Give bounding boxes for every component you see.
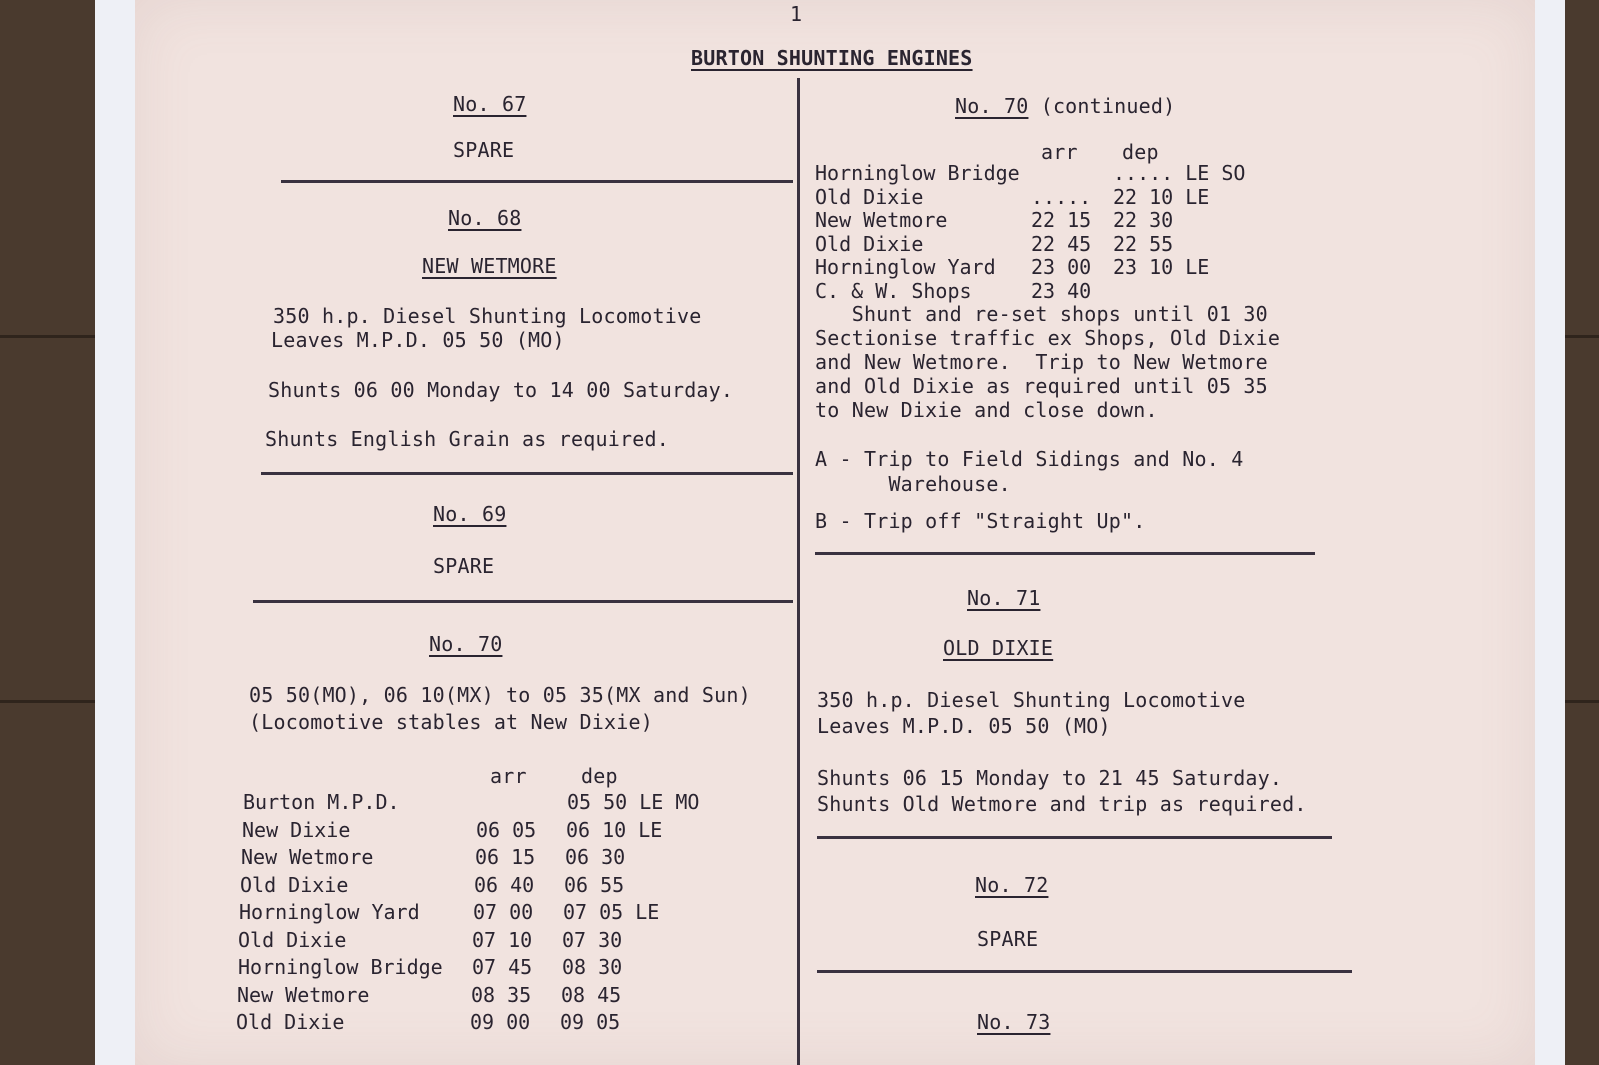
footnote-a: A - Trip to Field Sidings and No. 4 (815, 447, 1244, 471)
arrival-time: 06 05 (476, 817, 537, 842)
text-line: Shunts 06 00 Monday to 14 00 Saturday. (268, 378, 734, 402)
note-line: to New Dixie and close down. (815, 398, 1158, 422)
section-rule (261, 472, 793, 475)
document-page (135, 0, 1535, 1065)
text-line: Leaves M.P.D. 05 50 (MO) (817, 714, 1111, 738)
departure-time: 07 30 (562, 927, 623, 952)
column-header-dep: dep (1122, 140, 1159, 164)
status-spare: SPARE (433, 554, 495, 578)
section-heading-no69: No. 69 (433, 502, 507, 526)
arrival-time: 23 00 (1031, 255, 1092, 279)
station-name: New Wetmore (241, 845, 374, 869)
section-rule (817, 836, 1332, 839)
column-header-arr: arr (490, 764, 527, 788)
footnote-a-cont: Warehouse. (815, 472, 1011, 496)
column-header-arr: arr (1041, 140, 1078, 164)
arrival-time: 06 15 (475, 845, 536, 869)
note-line: and New Wetmore. Trip to New Wetmore (815, 350, 1268, 374)
heading-number: No. 70 (955, 94, 1029, 118)
departure-time: 06 30 (565, 845, 626, 869)
station-name: Old Dixie (238, 927, 347, 952)
section-heading-no71: No. 71 (967, 586, 1041, 610)
station-name: C. & W. Shops (815, 278, 972, 303)
location-heading: NEW WETMORE (422, 254, 557, 278)
section-rule (281, 180, 793, 183)
page-title: BURTON SHUNTING ENGINES (691, 46, 973, 70)
station-name: Horninglow Bridge (238, 955, 443, 979)
text-line: Shunts Old Wetmore and trip as required. (817, 792, 1307, 816)
section-heading-no72: No. 72 (975, 873, 1049, 897)
section-rule (815, 552, 1315, 555)
arrival-time: 09 00 (470, 1010, 531, 1034)
section-heading-no67: No. 67 (453, 92, 527, 116)
arrival-time: ..... (1031, 184, 1092, 209)
note-line: and Old Dixie as required until 05 35 (815, 374, 1268, 398)
text-line: Shunts 06 15 Monday to 21 45 Saturday. (817, 766, 1283, 790)
departure-time: 07 05 LE (563, 900, 660, 924)
arrival-time: 08 35 (471, 982, 532, 1007)
departure-time: 08 45 (561, 982, 622, 1007)
status-spare: SPARE (977, 927, 1039, 951)
footnote-b: B - Trip off "Straight Up". (815, 509, 1146, 533)
note-line: Sectionise traffic ex Shops, Old Dixie (815, 326, 1281, 350)
section-heading-no73: No. 73 (977, 1010, 1051, 1034)
station-name: Horninglow Yard (239, 900, 420, 924)
station-name: Burton M.P.D. (243, 790, 400, 814)
departure-time: 06 55 (564, 872, 625, 897)
arrival-time: 06 40 (474, 872, 535, 897)
status-spare: SPARE (453, 138, 515, 162)
departure-time: 22 10 LE (1113, 184, 1210, 209)
departure-time: 23 10 LE (1113, 255, 1210, 279)
section-heading-no70: No. 70 (429, 632, 503, 656)
page-number: 1 (790, 2, 803, 26)
station-name: New Wetmore (237, 982, 370, 1007)
arrival-time: 07 00 (473, 900, 534, 924)
station-name: Old Dixie (240, 872, 349, 897)
arrival-time: 07 10 (472, 927, 533, 952)
text-line: Leaves M.P.D. 05 50 (MO) (271, 328, 565, 352)
arrival-time: 23 40 (1031, 278, 1092, 303)
station-name: Old Dixie (815, 231, 924, 256)
departure-time: 05 50 LE MO (567, 790, 700, 814)
departure-time: 06 10 LE (566, 817, 663, 842)
location-heading: OLD DIXIE (943, 636, 1054, 660)
arrival-time: 22 15 (1031, 208, 1092, 232)
station-name: New Wetmore (815, 208, 948, 232)
text-line: 350 h.p. Diesel Shunting Locomotive (273, 304, 702, 328)
note-line: Shunt and re-set shops until 01 30 (815, 302, 1268, 326)
departure-time: 22 30 (1113, 208, 1174, 232)
section-heading-no70-continued (955, 94, 1175, 118)
arrival-time: 22 45 (1031, 231, 1092, 256)
section-heading-no68: No. 68 (448, 206, 522, 230)
station-name: Old Dixie (815, 184, 924, 209)
text-line: Shunts English Grain as required. (265, 427, 669, 451)
station-name: New Dixie (242, 817, 351, 842)
station-name: Horninglow Bridge (815, 161, 1020, 185)
column-divider (797, 78, 800, 1065)
departure-time: 22 55 (1113, 231, 1174, 256)
departure-time: 08 30 (562, 955, 623, 979)
station-name: Horninglow Yard (815, 255, 996, 279)
text-line: (Locomotive stables at New Dixie) (249, 710, 653, 734)
text-line: 05 50(MO), 06 10(MX) to 05 35(MX and Sun) (249, 683, 751, 707)
arrival-time: 07 45 (472, 955, 533, 979)
text-line: 350 h.p. Diesel Shunting Locomotive (817, 688, 1246, 712)
station-name: Old Dixie (236, 1010, 345, 1034)
heading-suffix: (continued) (1040, 94, 1176, 118)
section-rule (253, 600, 793, 603)
section-rule (817, 970, 1352, 973)
departure-time: 09 05 (560, 1010, 621, 1034)
column-header-dep: dep (581, 764, 618, 788)
departure-time: ..... LE SO (1113, 161, 1246, 185)
